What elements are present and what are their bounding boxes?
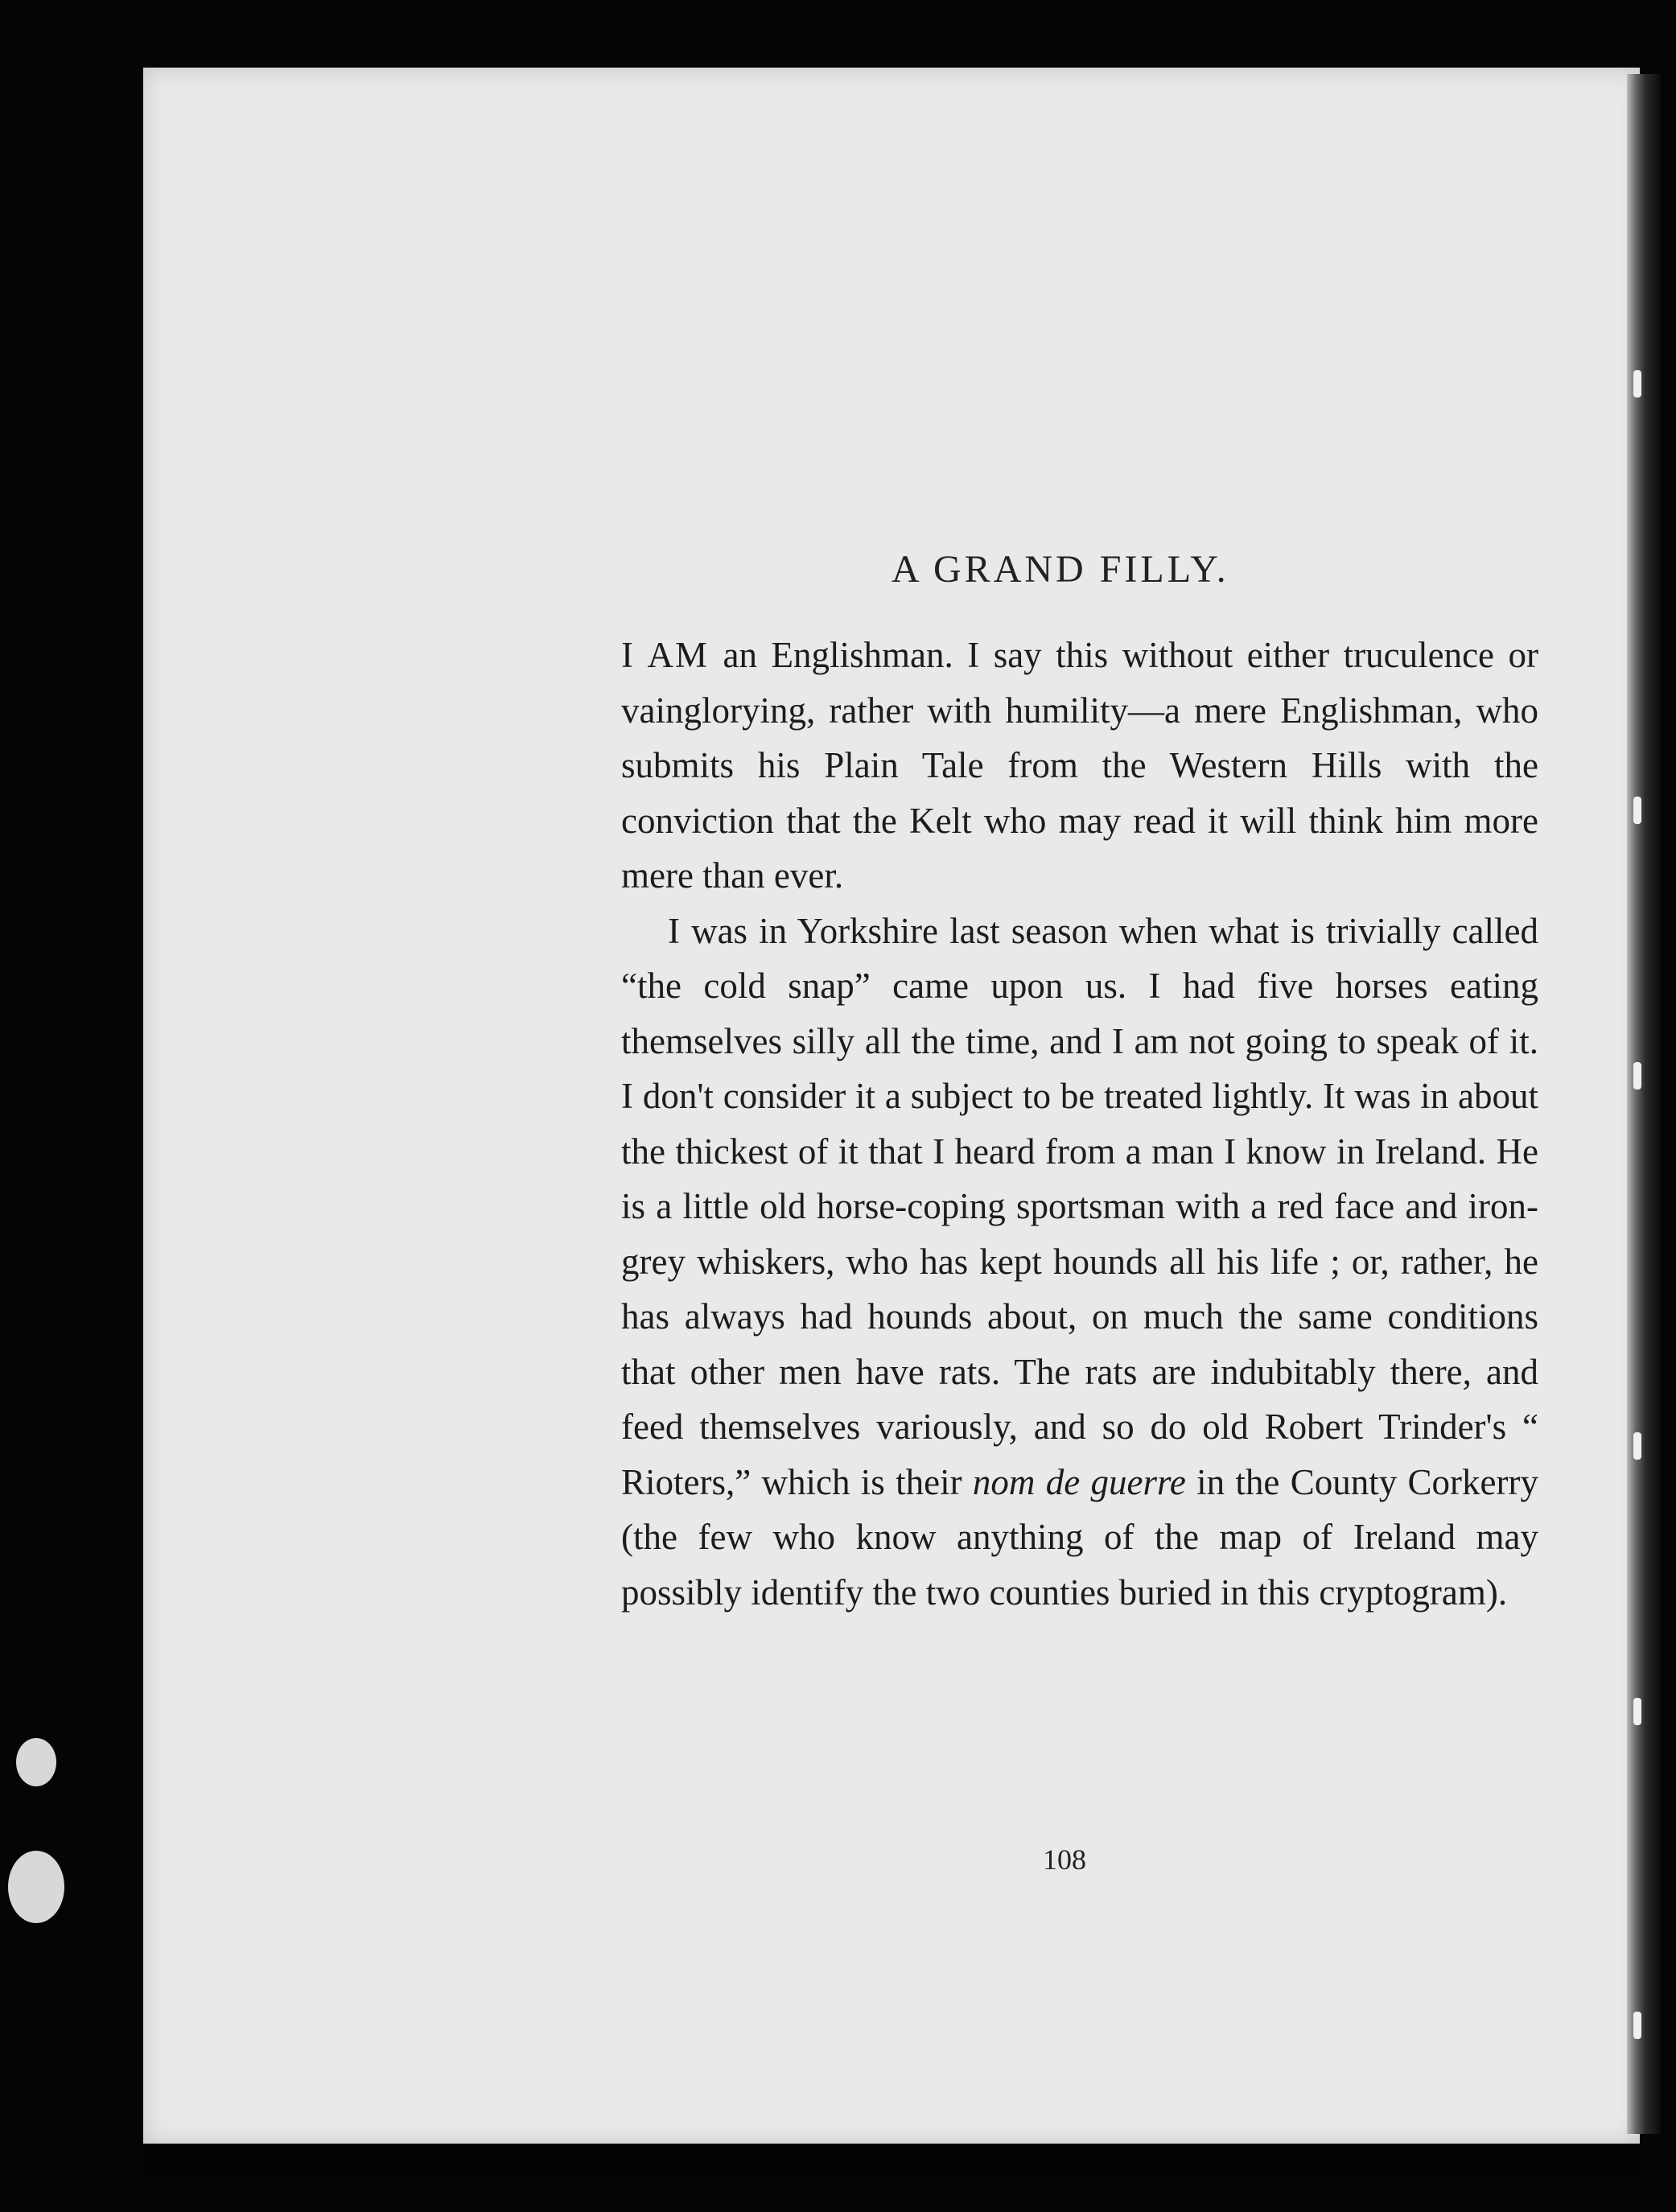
bottom-shadow bbox=[143, 2144, 1640, 2176]
body-text bbox=[621, 628, 1538, 1620]
drop-word: I bbox=[621, 635, 633, 675]
chapter-title: A GRAND FILLY. bbox=[892, 548, 1229, 591]
small-caps-word: AM bbox=[647, 635, 710, 675]
italic-phrase: nom de guerre bbox=[972, 1461, 1186, 1502]
paragraph-2-text-b: in the County Corkerry (the few who know anything of the map of Ireland may possibly identify the two counties buried in this cryptogram). bbox=[621, 1461, 1538, 1613]
paragraph-2 bbox=[621, 904, 1538, 1621]
paragraph-2-text-a: I was in Yorkshire last season when what is trivially called “the cold snap” came upon us. I had five horses eating themselves silly all the time, and I am not going to speak of it. I don't consider it a subject to be treated lightly. It was in about the thickest of it that I heard from a man I know in Ireland. He is a little old horse-coping sportsman with a red face and iron-grey whiskers, who has kept hounds all his life ; or, rather, he has always had hounds about, on much the same conditions that other men have rats. The rats are indubitably there, and feed themselves variously, and so do old Robert Trinder's “ Rioters,” which is their bbox=[621, 910, 1538, 1502]
book-spine-edge bbox=[1627, 74, 1661, 2134]
paragraph-1 bbox=[621, 628, 1538, 904]
paragraph-1-text: an Englishman. I say this without either truculence or vainglorying, rather with humility—a mere Englishman, who submits his Plain Tale from the Western Hills with the conviction that the Kelt who may read it will think him more mere than ever. bbox=[621, 635, 1538, 896]
page-number: 108 bbox=[1043, 1843, 1086, 1876]
